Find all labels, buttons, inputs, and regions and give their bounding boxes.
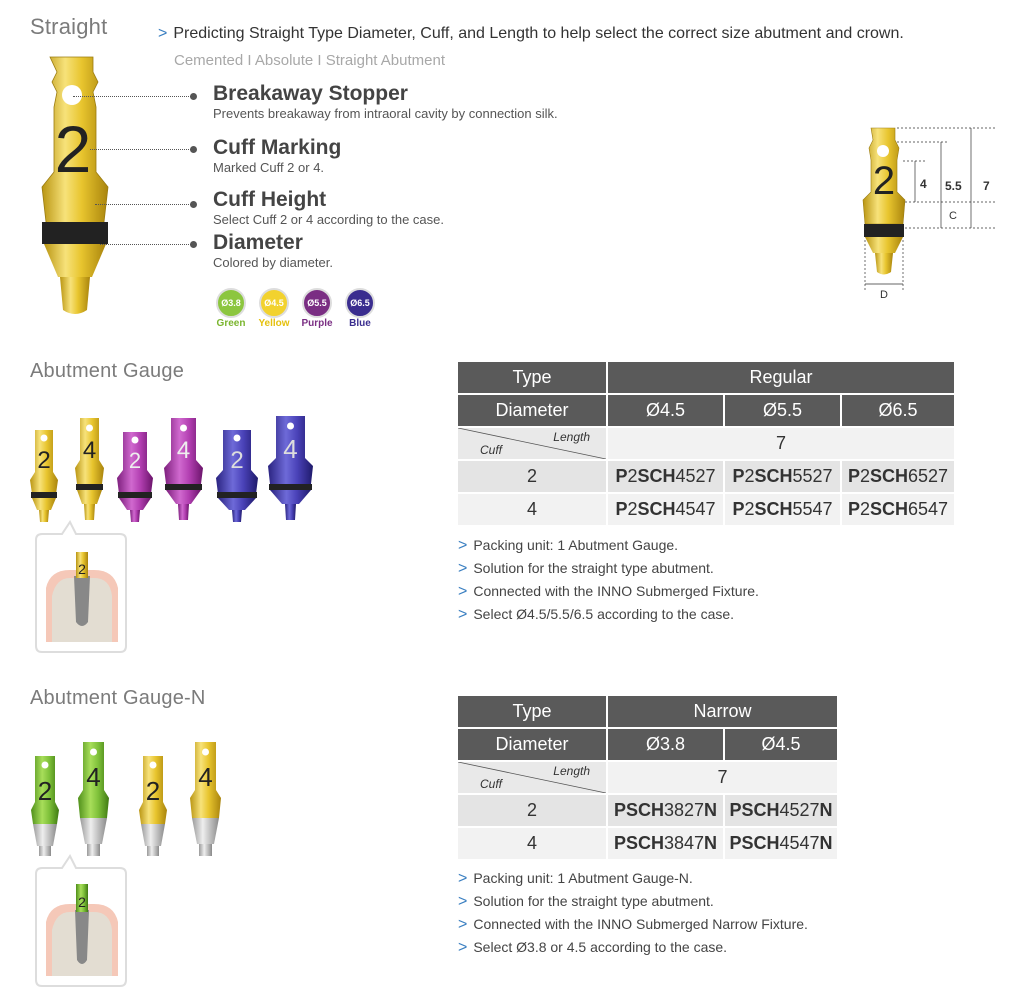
diameter-color-legend <box>211 288 380 329</box>
chevron-right-icon: > <box>158 25 168 42</box>
chevron-right-icon: > <box>458 560 468 577</box>
chevron-right-icon: > <box>458 916 468 933</box>
gauge-yellow-n-2 <box>139 756 167 856</box>
length-value: 7 <box>607 761 838 794</box>
table-type-header: Type <box>458 362 607 394</box>
color-dot: Ø4.5 <box>259 288 289 318</box>
straight-subtitle-types: Cemented I Absolute I Straight Abutment <box>174 52 445 69</box>
svg-text:2: 2 <box>37 447 51 474</box>
svg-text:4: 4 <box>283 434 298 464</box>
chevron-right-icon: > <box>458 583 468 600</box>
svg-text:2: 2 <box>145 776 161 806</box>
product-code: P2SCH5547 <box>724 493 841 526</box>
product-code: PSCH3847N <box>607 827 724 860</box>
product-code: PSCH3827N <box>607 794 724 827</box>
feature-diameter <box>213 231 333 270</box>
list-item: > Connected with the INNO Submerged Fixture. <box>458 583 759 600</box>
feature-cuff-height <box>213 188 444 227</box>
feature-desc: Select Cuff 2 or 4 according to the case. <box>213 212 445 227</box>
cuff-value: 2 <box>458 794 607 827</box>
gauge-yellow-4 <box>75 418 104 520</box>
dimension-diagram <box>855 120 1005 305</box>
color-item-yellow <box>254 288 294 329</box>
length-label: Length <box>553 764 590 778</box>
dim-label-5-5: 5.5 <box>945 179 962 193</box>
list-item: > Packing unit: 1 Abutment Gauge-N. <box>458 870 693 887</box>
feature-desc: Colored by diameter. <box>213 255 333 270</box>
chevron-right-icon: > <box>458 606 468 623</box>
color-item-green <box>211 288 251 329</box>
product-code: PSCH4527N <box>724 794 838 827</box>
cuff-length-header <box>458 761 607 794</box>
chevron-right-icon: > <box>458 939 468 956</box>
color-dot: Ø5.5 <box>302 288 332 318</box>
svg-text:4: 4 <box>82 437 97 464</box>
cuff-value: 4 <box>458 493 607 526</box>
gauge-yellow-2 <box>30 430 58 522</box>
color-label: Purple <box>301 318 333 329</box>
regular-spec-table <box>458 362 956 527</box>
table-diameter-cell: Ø4.5 <box>724 728 838 761</box>
leader-line <box>90 149 193 150</box>
list-item: > Select Ø3.8 or 4.5 according to the case. <box>458 939 728 956</box>
narrow-spec-table <box>458 696 839 861</box>
feature-breakaway <box>213 82 558 121</box>
straight-subtitle-row <box>158 25 904 43</box>
straight-subtitle: Predicting Straight Type Diameter, Cuff, and Length to help select the correct size abutment and crown. <box>173 25 904 42</box>
inset-number: 2 <box>78 894 86 910</box>
table-group-header: Narrow <box>607 696 838 728</box>
gauge-inset-illustration <box>34 518 130 654</box>
color-item-purple <box>297 288 337 329</box>
svg-text:2: 2 <box>230 447 244 474</box>
list-item: > Solution for the straight type abutment. <box>458 560 714 577</box>
product-code: PSCH4547N <box>724 827 838 860</box>
gauge-green-4 <box>78 742 109 856</box>
table-diameter-header: Diameter <box>458 394 607 427</box>
leader-line <box>95 204 193 205</box>
feature-desc: Prevents breakaway from intraoral cavity by connection silk. <box>213 106 558 121</box>
gauge-n-notes <box>458 867 808 959</box>
chevron-right-icon: > <box>458 870 468 887</box>
gauge-yellow-n-4 <box>190 742 221 856</box>
cuff-value: 2 <box>458 460 607 493</box>
table-diameter-cell: Ø6.5 <box>841 394 955 427</box>
leader-dot <box>190 93 197 100</box>
feature-title: Cuff Height <box>213 188 327 211</box>
gauge-purple-4 <box>164 418 203 520</box>
color-label: Blue <box>349 318 371 329</box>
cuff-value: 4 <box>458 827 607 860</box>
feature-cuff-marking <box>213 136 341 175</box>
leader-dot <box>190 241 197 248</box>
svg-text:4: 4 <box>86 762 101 792</box>
dim-label-d: D <box>880 289 888 301</box>
feature-title: Breakaway Stopper <box>213 82 408 105</box>
svg-text:4: 4 <box>176 437 191 464</box>
feature-desc: Marked Cuff 2 or 4. <box>213 160 325 175</box>
diagram-number: 2 <box>872 159 896 203</box>
gauge-blue-2 <box>216 430 258 522</box>
section-title-abutment-gauge: Abutment Gauge <box>30 360 185 382</box>
length-value: 7 <box>607 427 955 460</box>
abutment-cuff-number: 2 <box>54 112 92 186</box>
table-type-header: Type <box>458 696 607 728</box>
chevron-right-icon: > <box>458 893 468 910</box>
product-code: P2SCH6527 <box>841 460 955 493</box>
gauge-illustrations <box>25 412 325 527</box>
svg-text:2: 2 <box>128 448 142 473</box>
gauge-n-inset-illustration <box>34 852 130 988</box>
leader-line <box>73 96 193 97</box>
product-code: P2SCH6547 <box>841 493 955 526</box>
svg-text:2: 2 <box>37 776 53 806</box>
list-item: > Solution for the straight type abutment. <box>458 893 714 910</box>
gauge-notes <box>458 534 759 626</box>
table-diameter-cell: Ø5.5 <box>724 394 841 427</box>
table-group-header: Regular <box>607 362 955 394</box>
gauge-green-2 <box>31 756 59 856</box>
length-label: Length <box>553 430 590 444</box>
table-diameter-cell: Ø3.8 <box>607 728 724 761</box>
dim-label-7: 7 <box>983 179 990 193</box>
section-title-abutment-gauge-n: Abutment Gauge-N <box>30 687 206 709</box>
gauge-purple-2 <box>117 432 153 522</box>
svg-text:4: 4 <box>198 762 213 792</box>
list-item: > Select Ø4.5/5.5/6.5 according to the case. <box>458 606 735 623</box>
color-item-blue <box>340 288 380 329</box>
color-label: Green <box>216 318 246 329</box>
feature-title: Cuff Marking <box>213 136 342 159</box>
product-code: P2SCH4527 <box>607 460 724 493</box>
leader-line <box>100 244 193 245</box>
table-diameter-cell: Ø4.5 <box>607 394 724 427</box>
list-item: > Packing unit: 1 Abutment Gauge. <box>458 537 679 554</box>
chevron-right-icon: > <box>458 537 468 554</box>
gauge-blue-4 <box>268 416 313 520</box>
leader-dot <box>190 201 197 208</box>
list-item: > Connected with the INNO Submerged Narrow Fixture. <box>458 916 808 933</box>
color-dot: Ø6.5 <box>345 288 375 318</box>
product-code: P2SCH4547 <box>607 493 724 526</box>
feature-title: Diameter <box>213 231 303 254</box>
cuff-label: Cuff <box>480 443 503 457</box>
table-diameter-header: Diameter <box>458 728 607 761</box>
gauge-n-illustrations <box>25 738 235 863</box>
dim-label-4: 4 <box>920 177 927 191</box>
leader-dot <box>190 146 197 153</box>
dim-label-c: C <box>949 210 957 222</box>
cuff-length-header <box>458 427 607 460</box>
color-dot: Ø3.8 <box>216 288 246 318</box>
abutment-illustration <box>20 52 130 322</box>
section-title-straight: Straight <box>30 14 108 39</box>
product-code: P2SCH5527 <box>724 460 841 493</box>
cuff-label: Cuff <box>480 777 503 791</box>
inset-number: 2 <box>78 561 86 577</box>
color-label: Yellow <box>258 318 290 329</box>
